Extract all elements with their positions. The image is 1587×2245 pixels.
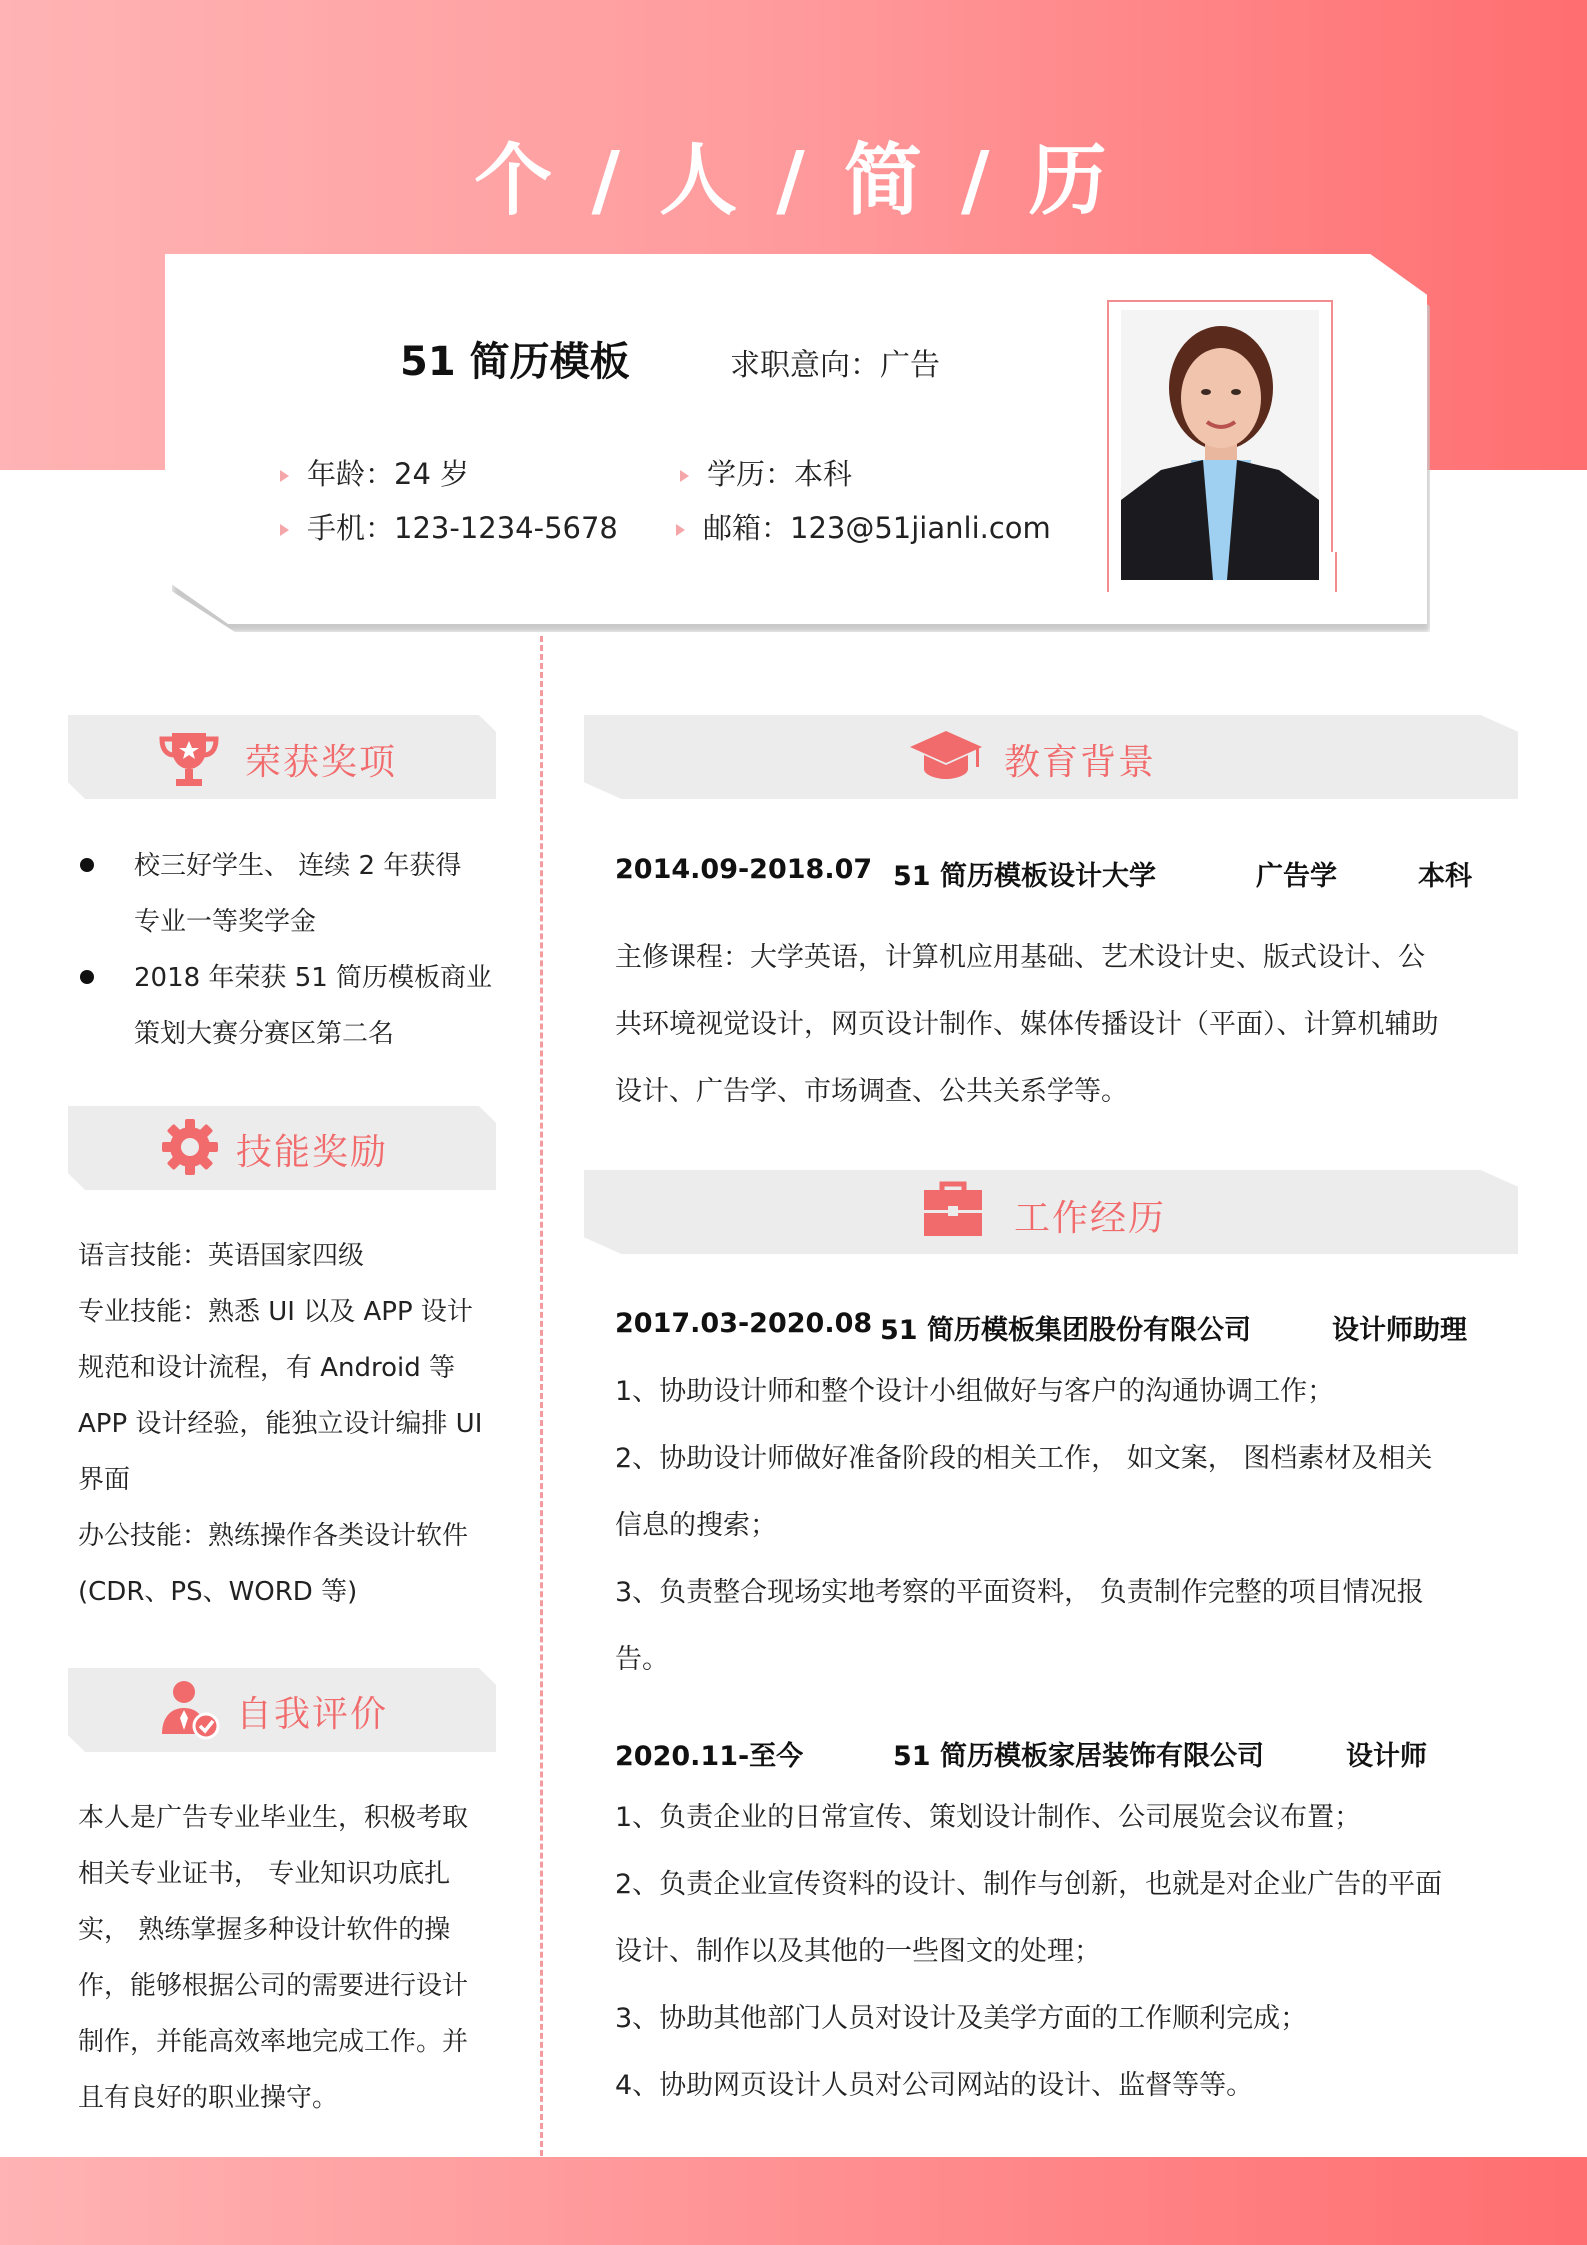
work-title: 工作经历: [1014, 1198, 1167, 1239]
self-eval-line-3: 实， 熟练掌握多种设计软件的操: [78, 1915, 451, 1945]
education-course-line-1: 主修课程：大学英语，计算机应用基础、艺术设计史、版式设计、公: [615, 942, 1425, 973]
job-intent: 求职意向：广告: [730, 348, 940, 383]
job-2-period: 2020.11-至今: [615, 1741, 804, 1772]
job-1-position: 设计师助理: [1332, 1315, 1467, 1346]
job-1-line-1: 1、协助设计师和整个设计小组做好与客户的沟通协调工作；: [615, 1376, 1335, 1407]
graduation-cap-icon: [908, 727, 984, 783]
education-course-line-2: 共环境视觉设计，网页设计制作、媒体传播设计（平面）、计算机辅助: [615, 1009, 1439, 1040]
triangle-bullet-icon: [676, 524, 685, 536]
skill-line-4: APP 设计经验，能独立设计编排 UI: [78, 1409, 483, 1439]
email-text: 邮箱：123@51jianli.com: [703, 511, 1051, 545]
job-2-line-3: 设计、制作以及其他的一些图文的处理；: [615, 1936, 1101, 1967]
gear-icon: [160, 1117, 220, 1177]
info-email: [676, 506, 1051, 547]
self-eval-line-2: 相关专业证书， 专业知识功底扎: [78, 1859, 451, 1889]
column-divider: [540, 636, 543, 2156]
education-course-line-3: 设计、广告学、市场调查、公共关系学等。: [615, 1076, 1128, 1107]
job-2-line-2: 2、负责企业宣传资料的设计、制作与创新，也就是对企业广告的平面: [615, 1869, 1443, 1900]
self-eval-line-4: 作，能够根据公司的需要进行设计: [78, 1971, 469, 2001]
triangle-bullet-icon: [680, 470, 689, 482]
triangle-bullet-icon: [280, 470, 289, 482]
info-education: [680, 452, 852, 493]
education-text: 学历：本科: [707, 457, 853, 491]
self-eval-line-5: 制作，并能高效率地完成工作。并: [78, 2027, 469, 2057]
bullet-dot: [80, 970, 94, 984]
briefcase-icon: [922, 1180, 984, 1238]
skill-line-7: (CDR、PS、WORD 等): [78, 1577, 358, 1607]
award-item-1-line-1: 校三好学生、 连续 2 年获得: [134, 851, 462, 881]
skill-line-6: 办公技能：熟练操作各类设计软件: [78, 1521, 469, 1551]
profile-photo: [1121, 310, 1319, 580]
job-1-line-5: 告。: [615, 1644, 669, 1675]
triangle-bullet-icon: [280, 524, 289, 536]
phone-text: 手机：123-1234-5678: [307, 511, 618, 545]
education-title: 教育背景: [1004, 742, 1157, 783]
education-school: 51 简历模板设计大学: [893, 861, 1156, 892]
job-1-period: 2017.03-2020.08: [615, 1308, 873, 1339]
job-1-line-4: 3、负责整合现场实地考察的平面资料， 负责制作完整的项目情况报: [615, 1577, 1424, 1608]
info-age: [280, 452, 469, 493]
trophy-icon: [158, 727, 220, 789]
award-item-2-line-1: 2018 年荣获 51 简历模板商业: [134, 963, 493, 993]
user-check-icon: [158, 1678, 222, 1742]
bullet-dot: [80, 858, 94, 872]
education-period: 2014.09-2018.07: [615, 854, 873, 885]
skill-line-3: 规范和设计流程，有 Android 等: [78, 1353, 456, 1383]
skill-line-1: 语言技能：英语国家四级: [78, 1241, 365, 1271]
age-text: 年龄：24 岁: [307, 457, 470, 491]
job-1-line-2: 2、协助设计师做好准备阶段的相关工作， 如文案， 图档素材及相关: [615, 1443, 1433, 1474]
job-1-company: 51 简历模板集团股份有限公司: [880, 1315, 1251, 1346]
job-2-line-1: 1、负责企业的日常宣传、策划设计制作、公司展览会议布置；: [615, 1802, 1362, 1833]
info-phone: [280, 506, 618, 547]
award-item-2-line-2: 策划大赛分赛区第二名: [134, 1019, 395, 1049]
job-1-line-3: 信息的搜索；: [615, 1510, 777, 1541]
job-2-line-5: 4、协助网页设计人员对公司网站的设计、监督等等。: [615, 2070, 1254, 2101]
bottom-banner: [0, 2157, 1587, 2245]
skill-line-2: 专业技能：熟悉 UI 以及 APP 设计: [78, 1297, 473, 1327]
skills-title: 技能奖励: [236, 1132, 389, 1173]
award-item-1-line-2: 专业一等奖学金: [134, 907, 317, 937]
self-eval-line-6: 且有良好的职业操守。: [78, 2083, 339, 2113]
skill-line-5: 界面: [78, 1465, 131, 1495]
job-2-line-4: 3、协助其他部门人员对设计及美学方面的工作顺利完成；: [615, 2003, 1308, 2034]
self-eval-line-1: 本人是广告专业毕业生，积极考取: [78, 1803, 469, 1833]
education-major: 广告学: [1256, 861, 1337, 892]
page-title: 个 / 人 / 简 / 历: [474, 136, 1113, 226]
candidate-name: 51 简历模板: [400, 339, 630, 385]
job-2-company: 51 简历模板家居装饰有限公司: [893, 1741, 1264, 1772]
self-eval-title: 自我评价: [236, 1694, 389, 1735]
awards-title: 荣获奖项: [245, 742, 398, 783]
education-degree: 本科: [1418, 861, 1472, 892]
person-portrait-icon: [1121, 310, 1319, 580]
job-2-position: 设计师: [1346, 1741, 1427, 1772]
